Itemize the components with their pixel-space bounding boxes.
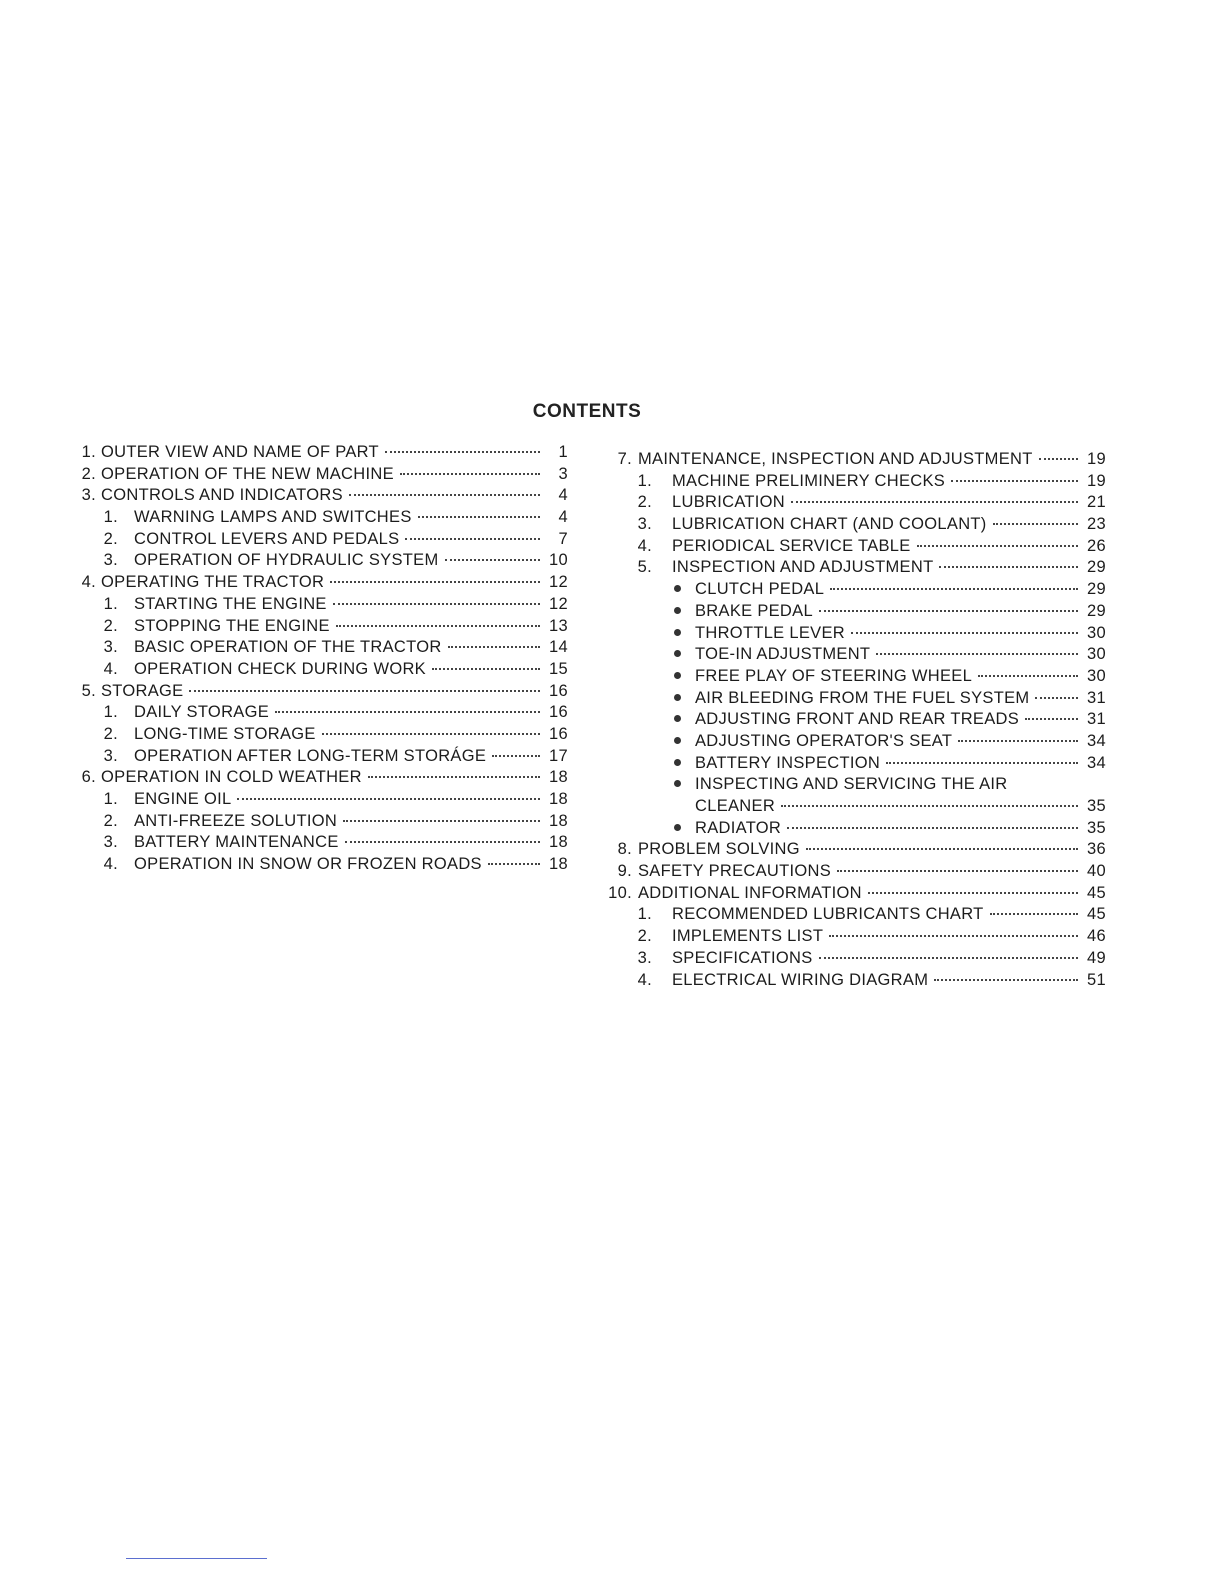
toc-entry[interactable] — [74, 616, 568, 638]
toc-entry[interactable] — [74, 637, 568, 659]
dot-leader — [418, 516, 540, 518]
toc-entry[interactable] — [602, 536, 1106, 558]
toc-entry-label: AIR BLEEDING FROM THE FUEL SYSTEM — [695, 688, 1030, 707]
toc-entry-label: ADJUSTING OPERATOR'S SEAT — [695, 731, 953, 750]
toc-entry[interactable] — [602, 926, 1106, 948]
toc-entry[interactable] — [74, 789, 568, 811]
toc-entry-number: 3. — [81, 486, 96, 505]
toc-entry[interactable] — [602, 818, 1106, 840]
dot-leader — [448, 646, 540, 648]
dot-leader — [829, 935, 1078, 937]
toc-entry-label: OPERATION IN COLD WEATHER — [101, 768, 362, 787]
toc-entry[interactable] — [602, 861, 1106, 883]
toc-entry-page: 18 — [549, 790, 568, 808]
toc-entry-label: STARTING THE ENGINE — [134, 594, 327, 613]
bullet-icon — [674, 759, 681, 766]
toc-entry[interactable] — [602, 883, 1106, 905]
dot-leader — [189, 690, 540, 692]
toc-entry-page: 18 — [549, 855, 568, 874]
toc-entry[interactable] — [74, 550, 568, 572]
toc-entry[interactable] — [602, 644, 1106, 666]
page-title: CONTENTS — [532, 401, 642, 422]
toc-entry[interactable] — [602, 449, 1106, 471]
toc-entry[interactable] — [74, 485, 568, 507]
toc-entry[interactable] — [74, 767, 568, 789]
toc-entry-page: 35 — [1087, 818, 1106, 837]
toc-entry-page: 45 — [1087, 905, 1106, 924]
toc-entry-label: BATTERY MAINTENANCE — [134, 833, 339, 852]
toc-entry-label: OPERATION CHECK DURING WORK — [134, 659, 426, 678]
toc-entry-number: 2. — [637, 493, 652, 512]
toc-entry-label: MAINTENANCE, INSPECTION AND ADJUSTMENT — [638, 450, 1033, 468]
toc-entry-page: 18 — [549, 811, 568, 830]
toc-entry[interactable] — [602, 731, 1106, 753]
bullet-icon — [674, 629, 681, 636]
toc-entry-page: 17 — [549, 746, 568, 765]
toc-entry-label: OPERATION IN SNOW OR FROZEN ROADS — [134, 855, 482, 874]
toc-entry[interactable] — [602, 709, 1106, 731]
toc-entry-page: 31 — [1087, 710, 1106, 729]
toc-entry-label: LUBRICATION — [672, 493, 786, 512]
toc-entry-label: STORAGE — [101, 681, 184, 700]
toc-entry[interactable] — [602, 904, 1106, 926]
toc-entry-label: MACHINE PRELIMINERY CHECKS — [672, 471, 946, 490]
bullet-icon — [674, 672, 681, 679]
dot-leader — [349, 494, 540, 496]
toc-entry-page: 18 — [549, 833, 568, 852]
toc-entry-number: 3. — [103, 551, 118, 570]
toc-entry-label: OPERATION OF HYDRAULIC SYSTEM — [134, 551, 439, 570]
toc-entry-page: 34 — [1087, 731, 1106, 750]
toc-entry-page: 3 — [558, 464, 568, 483]
dot-leader — [400, 473, 540, 475]
toc-entry[interactable] — [602, 514, 1106, 536]
toc-entry-label: PROBLEM SOLVING — [638, 840, 800, 859]
dot-leader — [868, 892, 1078, 894]
toc-entry[interactable] — [74, 811, 568, 833]
toc-entry-label: DAILY STORAGE — [134, 703, 270, 722]
toc-entry[interactable] — [74, 746, 568, 768]
dot-leader — [939, 566, 1078, 568]
toc-entry-page: 26 — [1087, 536, 1106, 555]
toc-entry[interactable] — [602, 753, 1106, 775]
toc-entry-number: 4. — [81, 573, 96, 592]
dot-leader — [330, 581, 540, 583]
bullet-icon — [674, 607, 681, 614]
toc-entry-number: 10. — [608, 883, 632, 902]
bullet-icon — [674, 694, 681, 701]
toc-entry-label: OUTER VIEW AND NAME OF PART — [101, 443, 379, 461]
dot-leader — [322, 733, 540, 735]
toc-entry-number: 9. — [617, 862, 632, 881]
toc-entry-number: 8. — [617, 840, 632, 859]
toc-entry-page: 23 — [1087, 515, 1106, 534]
toc-entry[interactable] — [602, 471, 1106, 493]
toc-entry[interactable] — [602, 774, 1106, 796]
toc-entry-page: 29 — [1087, 601, 1106, 620]
toc-entry[interactable] — [602, 557, 1106, 579]
toc-entry-page: 36 — [1087, 840, 1106, 859]
toc-entry-page: 45 — [1087, 883, 1106, 902]
toc-entry-page: 49 — [1087, 948, 1106, 967]
dot-leader — [886, 762, 1078, 764]
toc-entry-page: 51 — [1087, 970, 1106, 989]
footer-divider — [126, 1558, 267, 1559]
toc-entry-label: ELECTRICAL WIRING DIAGRAM — [672, 970, 929, 989]
toc-entry-label: PERIODICAL SERVICE TABLE — [672, 536, 911, 555]
toc-entry-label: CONTROLS AND INDICATORS — [101, 486, 343, 505]
toc-entry-page: 4 — [558, 486, 568, 505]
toc-entry[interactable] — [602, 601, 1106, 623]
toc-entry-label: ENGINE OIL — [134, 790, 232, 808]
toc-entry-page: 35 — [1087, 797, 1106, 815]
toc-entry-page: 19 — [1087, 450, 1106, 468]
dot-leader — [237, 798, 540, 800]
dot-leader — [488, 863, 540, 865]
toc-entry-page: 15 — [549, 659, 568, 678]
toc-entry[interactable] — [602, 666, 1106, 688]
toc-entry-label: ADJUSTING FRONT AND REAR TREADS — [695, 710, 1020, 729]
dot-leader — [385, 451, 540, 453]
dot-leader — [275, 711, 540, 713]
toc-entry-label: CLEANER — [695, 797, 776, 815]
toc-entry-label: FREE PLAY OF STEERING WHEEL — [695, 666, 973, 685]
toc-entry-label: SAFETY PRECAUTIONS — [638, 862, 832, 881]
dot-leader — [934, 979, 1078, 981]
toc-entry-number: 7. — [617, 450, 632, 468]
toc-entry-page: 12 — [549, 594, 568, 613]
toc-entry-label: STOPPING THE ENGINE — [134, 616, 330, 635]
toc-entry-number: 3. — [103, 638, 118, 657]
toc-entry-number: 1. — [103, 790, 118, 808]
toc-entry[interactable] — [74, 681, 568, 703]
bullet-icon — [674, 737, 681, 744]
toc-entry-number: 2. — [81, 464, 96, 483]
bullet-icon — [674, 824, 681, 831]
toc-entry-page: 16 — [549, 681, 568, 700]
dot-leader — [958, 740, 1078, 742]
toc-entry[interactable] — [74, 594, 568, 616]
toc-entry-number: 4. — [103, 855, 118, 874]
toc-entry-number: 1. — [103, 594, 118, 613]
dot-leader — [345, 841, 540, 843]
toc-entry-page: 16 — [549, 724, 568, 743]
toc-entry-page: 10 — [549, 551, 568, 570]
toc-entry-label: RECOMMENDED LUBRICANTS CHART — [672, 905, 984, 924]
toc-entry-label: OPERATING THE TRACTOR — [101, 573, 325, 592]
toc-entry[interactable] — [602, 623, 1106, 645]
dot-leader — [333, 603, 540, 605]
dot-leader — [787, 827, 1078, 829]
toc-entry[interactable] — [74, 832, 568, 854]
dot-leader — [819, 957, 1079, 959]
dot-leader — [951, 480, 1078, 482]
toc-entry-label: CONTROL LEVERS AND PEDALS — [134, 529, 400, 548]
dot-leader — [993, 523, 1078, 525]
toc-entry-number: 1. — [81, 443, 96, 461]
toc-entry-label: INSPECTION AND ADJUSTMENT — [672, 558, 934, 577]
toc-entry-page: 29 — [1087, 580, 1106, 599]
toc-entry-number: 3. — [103, 833, 118, 852]
toc-entry-label: SPECIFICATIONS — [672, 948, 813, 967]
toc-entry-number: 1. — [103, 703, 118, 722]
toc-entry-label: THROTTLE LEVER — [695, 623, 845, 642]
toc-entry-label: OPERATION AFTER LONG-TERM STORÁGE — [134, 746, 487, 765]
toc-entry[interactable] — [602, 688, 1106, 710]
toc-entry[interactable] — [74, 659, 568, 681]
toc-entry[interactable] — [74, 572, 568, 594]
toc-entry-page: 21 — [1087, 493, 1106, 512]
toc-entry-page: 31 — [1087, 688, 1106, 707]
dot-leader — [492, 755, 540, 757]
toc-entry-number: 2. — [103, 529, 118, 548]
toc-entry[interactable] — [602, 796, 1106, 818]
toc-entry[interactable] — [74, 507, 568, 529]
dot-leader — [781, 805, 1078, 807]
toc-entry-number: 4. — [637, 970, 652, 989]
dot-leader — [405, 538, 540, 540]
toc-entry-page: 12 — [549, 573, 568, 592]
toc-entry[interactable] — [602, 492, 1106, 514]
dot-leader — [343, 820, 540, 822]
toc-entry[interactable] — [74, 442, 568, 464]
toc-entry-number: 1. — [637, 471, 652, 490]
toc-right-column — [602, 449, 1106, 991]
toc-entry-label: OPERATION OF THE NEW MACHINE — [101, 464, 394, 483]
toc-entry-page: 30 — [1087, 623, 1106, 642]
toc-entry-number: 1. — [103, 508, 118, 527]
toc-entry-page: 29 — [1087, 558, 1106, 577]
toc-entry-page: 30 — [1087, 666, 1106, 685]
toc-entry[interactable] — [602, 948, 1106, 970]
dot-leader — [917, 545, 1078, 547]
toc-entry-page: 13 — [549, 616, 568, 635]
dot-leader — [1035, 697, 1078, 699]
dot-leader — [830, 588, 1078, 590]
toc-entry-label: ADDITIONAL INFORMATION — [638, 883, 862, 902]
toc-entry[interactable] — [602, 839, 1106, 861]
toc-entry-label: BRAKE PEDAL — [695, 601, 813, 620]
toc-entry[interactable] — [74, 702, 568, 724]
toc-entry-label: LUBRICATION CHART (AND COOLANT) — [672, 515, 987, 534]
toc-entry[interactable] — [74, 724, 568, 746]
toc-entry-page: 46 — [1087, 927, 1106, 946]
toc-entry-number: 3. — [637, 515, 652, 534]
toc-entry-page: 18 — [549, 768, 568, 787]
toc-entry-page: 40 — [1087, 862, 1106, 881]
toc-entry-page: 30 — [1087, 645, 1106, 664]
toc-entry-label: LONG-TIME STORAGE — [134, 724, 316, 743]
toc-entry-label: INSPECTING AND SERVICING THE AIR — [695, 775, 1008, 794]
toc-entry-number: 3. — [103, 746, 118, 765]
dot-leader — [791, 501, 1078, 503]
toc-entry-page: 34 — [1087, 753, 1106, 772]
bullet-icon — [674, 715, 681, 722]
toc-entry-number: 6. — [81, 768, 96, 787]
toc-entry-label: IMPLEMENTS LIST — [672, 927, 824, 946]
toc-entry-number: 4. — [637, 536, 652, 555]
toc-entry-label: TOE-IN ADJUSTMENT — [695, 645, 871, 664]
dot-leader — [990, 913, 1078, 915]
toc-entry-page: 16 — [549, 703, 568, 722]
toc-entry[interactable] — [74, 854, 568, 876]
toc-entry-number: 5. — [637, 558, 652, 577]
dot-leader — [445, 559, 540, 561]
toc-entry-label: BATTERY INSPECTION — [695, 753, 881, 772]
toc-entry-page: 7 — [558, 529, 568, 548]
toc-entry-number: 3. — [637, 948, 652, 967]
toc-entry-page: 14 — [549, 638, 568, 657]
dot-leader — [1025, 718, 1078, 720]
toc-entry-label: ANTI-FREEZE SOLUTION — [134, 811, 338, 830]
bullet-icon — [674, 780, 681, 787]
toc-entry-page: 1 — [558, 443, 568, 461]
toc-entry[interactable] — [602, 579, 1106, 601]
bullet-icon — [674, 650, 681, 657]
toc-entry-number: 2. — [103, 811, 118, 830]
dot-leader — [978, 675, 1078, 677]
dot-leader — [837, 870, 1078, 872]
dot-leader — [876, 653, 1078, 655]
dot-leader — [851, 632, 1078, 634]
toc-entry-label: RADIATOR — [695, 818, 782, 837]
toc-entry-label: WARNING LAMPS AND SWITCHES — [134, 508, 412, 527]
dot-leader — [1039, 458, 1078, 460]
toc-entry[interactable] — [602, 970, 1106, 992]
dot-leader — [336, 625, 540, 627]
toc-entry-page: 19 — [1087, 471, 1106, 490]
dot-leader — [368, 776, 540, 778]
toc-left-column — [74, 442, 568, 876]
toc-entry-page: 4 — [558, 508, 568, 527]
toc-entry-number: 1. — [637, 905, 652, 924]
dot-leader — [432, 668, 540, 670]
toc-entry-number: 5. — [81, 681, 96, 700]
toc-entry-number: 2. — [637, 927, 652, 946]
toc-entry-number: 4. — [103, 659, 118, 678]
dot-leader — [819, 610, 1078, 612]
toc-entry-number: 2. — [103, 616, 118, 635]
toc-entry-label: BASIC OPERATION OF THE TRACTOR — [134, 638, 442, 657]
toc-entry[interactable] — [74, 464, 568, 486]
toc-entry[interactable] — [74, 529, 568, 551]
bullet-icon — [674, 585, 681, 592]
toc-entry-label: CLUTCH PEDAL — [695, 580, 825, 599]
toc-entry-number: 2. — [103, 724, 118, 743]
dot-leader — [806, 848, 1078, 850]
